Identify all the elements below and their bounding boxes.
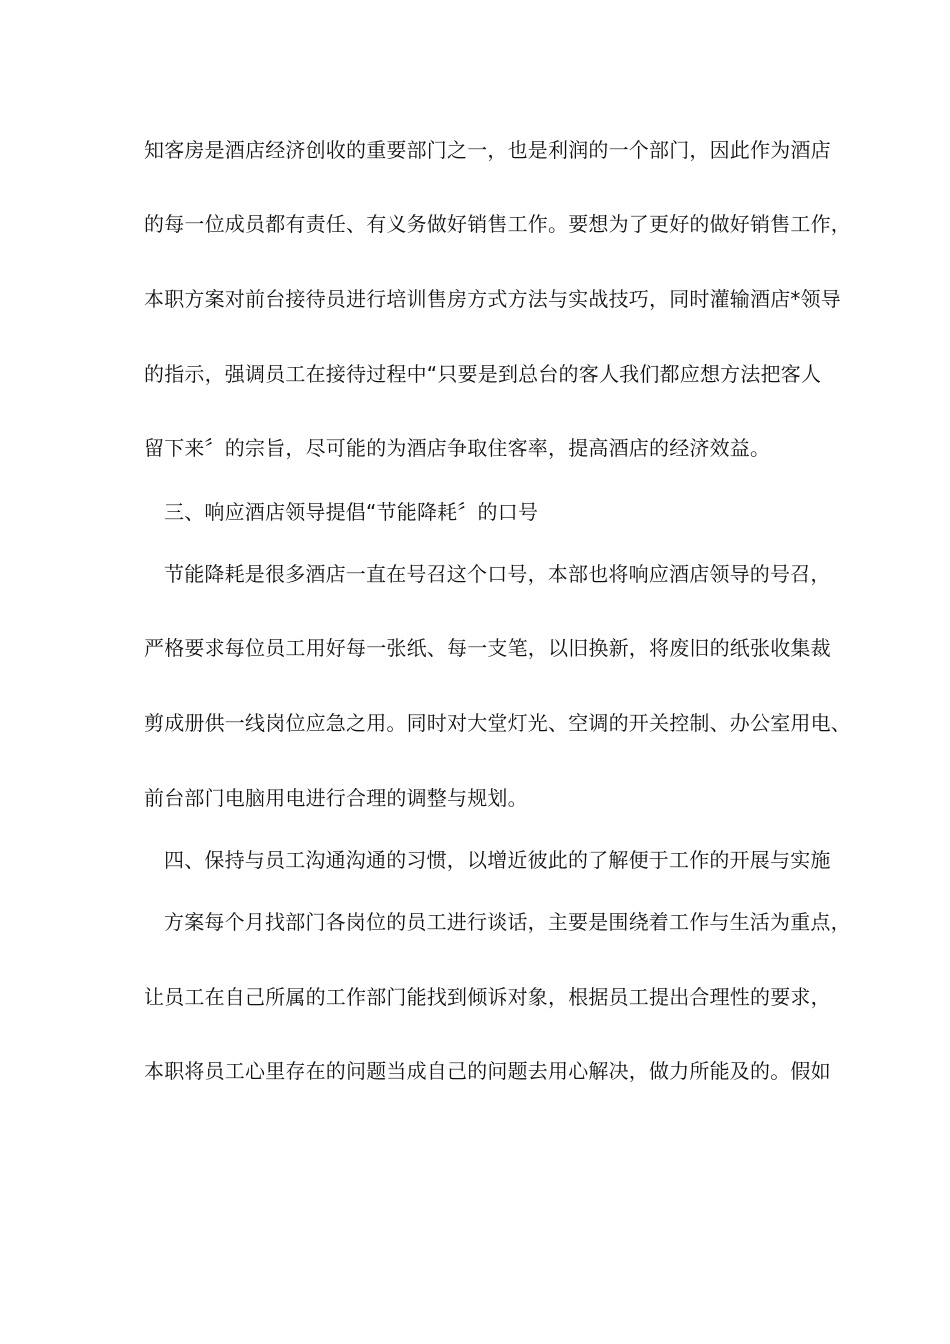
body-line-5: 留下来〞的宗旨，尽可能的为酒店争取住客率，提高酒店的经济效益。 (144, 436, 771, 460)
body-line-2: 的每一位成员都有责任、有义务做好销售工作。要想为了更好的做好销售工作， (144, 212, 851, 236)
paragraph-start-line: 节能降耗是很多酒店一直在号召这个口号，本部也将响应酒店领导的号召， (164, 562, 831, 586)
body-line-4: 的指示，强调员工在接待过程中“只要是到总台的客人我们都应想方法把客人 (144, 362, 822, 386)
section-heading-4: 四、保持与员工沟通沟通的习惯，以增近彼此的了解便于工作的开展与实施 (164, 848, 831, 872)
body-line-13: 让员工在自己所属的工作部门能找到倾诉对象，根据员工提出合理性的要求， (144, 985, 831, 1009)
body-line-3: 本职方案对前台接待员进行培训售房方式方法与实战技巧，同时灌输酒店*领导 (144, 287, 841, 311)
body-line-10: 前台部门电脑用电进行合理的调整与规划。 (144, 786, 528, 810)
paragraph-start-line: 方案每个月找部门各岗位的员工进行谈话，主要是围绕着工作与生活为重点， (164, 910, 851, 934)
body-line-9: 剪成册供一线岗位应急之用。同时对大堂灯光、空调的开关控制、办公室用电、 (144, 711, 851, 735)
body-line-14: 本职将员工心里存在的问题当成自己的问题去用心解决，做力所能及的。假如 (144, 1059, 831, 1083)
section-heading-3: 三、响应酒店领导提倡“节能降耗〞的口号 (164, 500, 539, 524)
body-line-1: 知客房是酒店经济创收的重要部门之一，也是利润的一个部门，因此作为酒店 (144, 138, 831, 162)
body-line-8: 严格要求每位员工用好每一张纸、每一支笔，以旧换新，将废旧的纸张收集裁 (144, 636, 831, 660)
